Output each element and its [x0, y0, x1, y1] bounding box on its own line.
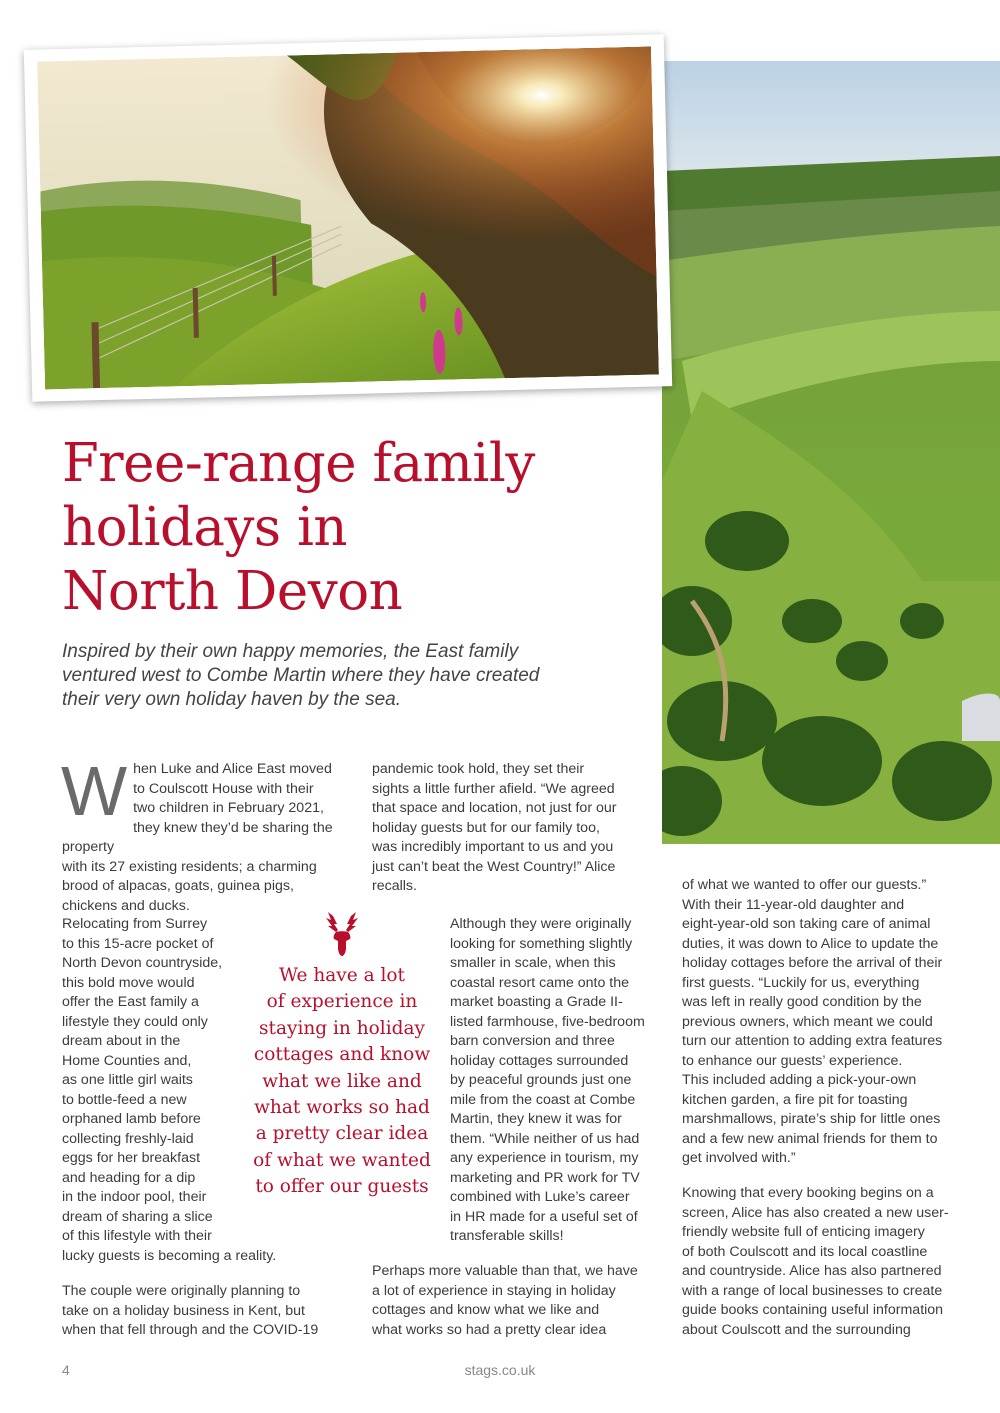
column-2-paragraph-1: [372, 760, 662, 897]
text-line: eggs for her breakfast: [62, 1150, 201, 1166]
text-line: screen, Alice has also created a new user-: [682, 1204, 949, 1221]
text-line: what works so had a pretty clear idea: [372, 1321, 607, 1338]
column-3-paragraph-1: [450, 915, 665, 1247]
text-line: to this 15-acre pocket of: [62, 935, 214, 952]
text-line: North Devon countryside,: [62, 955, 223, 971]
text-line: pandemic took hold, they set their: [372, 761, 585, 777]
text-line: them. “While neither of us had: [450, 1130, 640, 1147]
text-line: The couple were originally planning to: [62, 1283, 301, 1299]
headline-line: Free-range family: [62, 433, 535, 494]
text-line: get involved with.”: [682, 1150, 796, 1166]
quote-line: a pretty clear idea: [255, 1123, 429, 1145]
text-line: and heading for a dip: [62, 1169, 196, 1186]
quote-line: of experience in: [266, 991, 418, 1013]
headline-line: North Devon: [62, 561, 403, 622]
text-line: orphaned lamb before: [62, 1111, 201, 1127]
column-3-paragraph-2: [372, 1262, 672, 1340]
text-line: marketing and PR work for TV: [450, 1169, 640, 1186]
text-line: take on a holiday business in Kent, but: [62, 1302, 305, 1319]
text-line: dream about in the: [62, 1033, 181, 1049]
text-line: about Coulscott and the surrounding: [682, 1321, 911, 1338]
quote-line: what we like and: [262, 1070, 422, 1092]
text-line: by peaceful grounds just one: [450, 1072, 632, 1088]
text-line: eight-year-old son taking care of animal: [682, 916, 931, 932]
text-line: of what we wanted to offer our guests.”: [682, 877, 927, 893]
pull-quote: [253, 963, 431, 1201]
article-standfirst: [62, 640, 647, 712]
text-line: turn our attention to adding extra features: [682, 1033, 943, 1049]
text-line: dream of sharing a slice: [62, 1208, 213, 1225]
text-line: to bottle-feed a new: [62, 1091, 187, 1108]
text-line: marshmallows, pirate’s ship for little ones: [682, 1111, 941, 1127]
text-line: friendly website full of enticing imagery: [682, 1224, 925, 1240]
text-line: sights a little further afield. “We agreed: [372, 780, 615, 797]
text-line: collecting freshly-laid: [62, 1130, 194, 1147]
quote-line: of what we wanted: [253, 1149, 431, 1171]
text-line: This included adding a pick-your-own: [682, 1072, 917, 1088]
aerial-illustration: [662, 61, 1000, 844]
text-line: to Coulscott House with their: [133, 780, 314, 797]
text-line: this bold move would: [62, 974, 195, 991]
aerial-farmland-photo: [662, 61, 1000, 844]
text-line: two children in February 2021,: [133, 800, 324, 816]
text-line: lucky guests is becoming a reality.: [62, 1247, 277, 1264]
text-line: holiday cottages before the arrival of their: [682, 955, 943, 971]
standfirst-line: their very own holiday haven by the sea.: [62, 689, 402, 710]
text-line: holiday cottages surrounded: [450, 1052, 629, 1069]
standfirst-line: ventured west to Combe Martin where they have created: [62, 665, 540, 686]
text-line: holiday guests but for our family too,: [372, 819, 600, 836]
headline-line: holidays in: [62, 497, 348, 558]
quote-line: to offer our guests: [255, 1176, 429, 1198]
text-line: in HR made for a useful set of: [450, 1208, 638, 1225]
text-line: and countryside. Alice has also partnered: [682, 1263, 942, 1279]
text-line: recalls.: [372, 878, 417, 894]
text-line: a lot of experience in staying in holiday: [372, 1282, 616, 1299]
website-link[interactable]: stags.co.uk: [464, 1362, 536, 1378]
text-line: brood of alpacas, goats, guinea pigs,: [62, 878, 294, 894]
text-line: first guests. “Luckily for us, everything: [682, 974, 920, 991]
text-line: barn conversion and three: [450, 1033, 615, 1049]
text-line: Relocating from Surrey: [62, 916, 208, 932]
drop-cap: W: [61, 752, 128, 830]
sunlit-countryside-photo: [37, 47, 659, 390]
text-line: guide books containing useful information: [682, 1302, 944, 1318]
text-line: market boasting a Grade II-: [450, 994, 623, 1010]
text-line: With their 11-year-old daughter and: [682, 896, 905, 913]
text-line: with its 27 existing residents; a charming: [62, 858, 317, 875]
text-line: chickens and ducks.: [62, 897, 190, 914]
column-1-paragraph-1: [61, 752, 352, 916]
page-number: 4: [62, 1362, 70, 1378]
stag-head-icon: [322, 910, 362, 958]
text-line: Although they were originally: [450, 916, 632, 932]
text-line: transferable skills!: [450, 1228, 564, 1244]
text-line: listed farmhouse, five-bedroom: [450, 1013, 645, 1030]
text-line: of this lifestyle with their: [62, 1228, 212, 1244]
text-line: when that fell through and the COVID-19: [62, 1322, 319, 1338]
text-line: duties, it was down to Alice to update the: [682, 935, 939, 952]
text-line: Perhaps more valuable than that, we have: [372, 1263, 638, 1279]
text-line: smaller in scale, when this: [450, 955, 616, 971]
text-line: to enhance our guests’ experience.: [682, 1052, 903, 1069]
text-line: was incredibly important to us and you: [372, 839, 614, 855]
text-line: looking for something slightly: [450, 935, 633, 952]
text-line: and a few new animal friends for them to: [682, 1130, 938, 1147]
text-line: as one little girl waits: [62, 1072, 193, 1088]
text-line: lifestyle they could only: [62, 1013, 208, 1030]
quote-line: what works so had: [254, 1097, 430, 1119]
text-line: was left in really good condition by the: [682, 994, 922, 1010]
standfirst-line: Inspired by their own happy memories, the East family: [62, 641, 519, 662]
text-line: hen Luke and Alice East moved: [133, 761, 332, 777]
text-line: offer the East family a: [62, 994, 199, 1010]
countryside-illustration: [37, 47, 659, 390]
column-4-paragraph-2: [682, 1184, 982, 1340]
text-line: Home Counties and,: [62, 1052, 192, 1069]
text-line: of both Coulscott and its local coastline: [682, 1243, 928, 1260]
photo-frame: [24, 34, 672, 402]
text-line: mile from the coast at Combe: [450, 1091, 636, 1108]
text-line: they knew they’d be sharing the property: [62, 819, 333, 855]
text-line: previous owners, which meant we could: [682, 1013, 933, 1030]
quote-line: We have a lot: [279, 965, 405, 986]
text-line: Knowing that every booking begins on a: [682, 1185, 934, 1201]
column-4-paragraph-1: [682, 876, 982, 1169]
text-line: just can’t beat the West Country!” Alice: [372, 858, 616, 875]
quote-line: cottages and know: [253, 1044, 431, 1066]
text-line: in the indoor pool, their: [62, 1189, 207, 1205]
text-line: cottages and know what we like and: [372, 1302, 600, 1318]
text-line: kitchen garden, a fire pit for toasting: [682, 1091, 908, 1108]
text-line: Martin, they knew it was for: [450, 1111, 622, 1127]
text-line: combined with Luke’s career: [450, 1189, 630, 1205]
column-1-paragraph-3: [62, 1282, 362, 1341]
quote-line: staying in holiday: [259, 1017, 425, 1039]
text-line: any experience in tourism, my: [450, 1150, 639, 1166]
article-headline: [62, 432, 622, 624]
text-line: with a range of local businesses to create: [682, 1282, 943, 1299]
text-line: that space and location, not just for our: [372, 800, 617, 816]
text-line: coastal resort came onto the: [450, 974, 630, 991]
